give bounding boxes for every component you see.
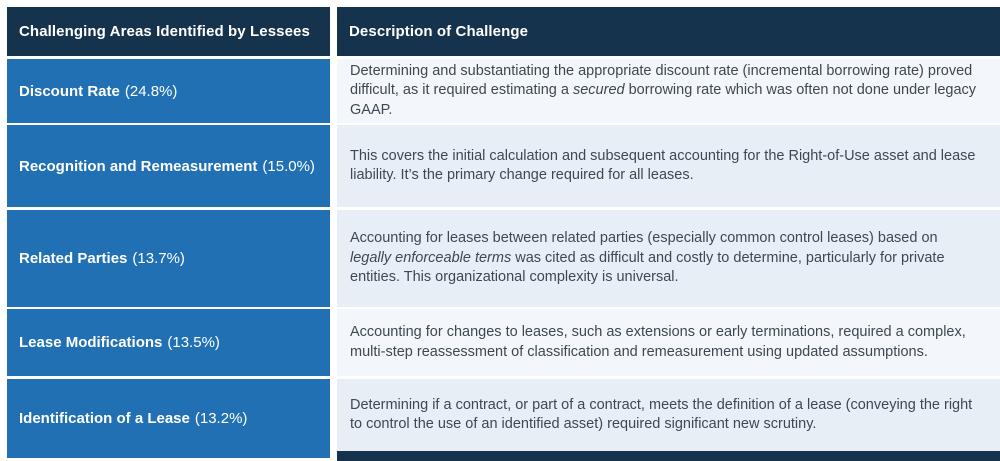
area-percentage: (24.8%) [124, 82, 178, 100]
description-cell [337, 309, 1000, 376]
area-label: Lease Modifications [19, 334, 163, 351]
area-percentage: (13.2%) [194, 410, 248, 427]
footer-bar [337, 451, 1000, 461]
description-cell [337, 210, 1000, 307]
header-cell-description [337, 7, 1000, 56]
area-label: Related Parties [19, 250, 128, 267]
area-cell-discount-rate [7, 59, 330, 123]
area-label: Identification of a Lease [19, 410, 190, 427]
header-cell-areas [7, 7, 330, 56]
description-text: This covers the initial calculation and subsequent accounting for the Right-of-Use asset and lease liability. It’s the primary change required for all leases. [350, 147, 976, 183]
area-percentage: (15.0%) [262, 157, 315, 175]
description-text: Accounting for changes to leases, such as extensions or early terminations, required a complex, multi-step reassessment of classification and remeasurement using updated assumptions. [350, 324, 966, 360]
description-cell [337, 59, 1000, 123]
description-cell [337, 125, 1000, 207]
area-label: Discount Rate [19, 82, 120, 100]
area-label: Recognition and Remeasurement [19, 157, 258, 175]
area-cell-identification-of-lease [7, 379, 330, 458]
header-areas-label: Challenging Areas Identified by Lessees [19, 23, 310, 40]
header-description-label: Description of Challenge [349, 23, 529, 40]
area-percentage: (13.5%) [167, 334, 220, 351]
description-text: Determining if a contract, or part of a contract, meets the definition of a lease (conveying the right to control the use of an identified asset) required significant new scrutiny. [350, 396, 973, 432]
area-cell-recognition-remeasurement [7, 125, 330, 207]
description-text: Accounting for leases between related parties (especially common control leases) based on legally enforceable terms was cited as difficult and costly to determine, particularly for private entities. This organizational complexity is universal. [350, 230, 945, 286]
area-cell-lease-modifications [7, 309, 330, 376]
description-cell [337, 379, 1000, 451]
description-text: Determining and substantiating the appropriate discount rate (incremental borrowing rate) proved difficult, as it required estimating a secured borrowing rate which was often not done under legacy GAAP. [350, 62, 977, 118]
area-cell-related-parties [7, 210, 330, 307]
area-percentage: (13.7%) [132, 250, 185, 267]
